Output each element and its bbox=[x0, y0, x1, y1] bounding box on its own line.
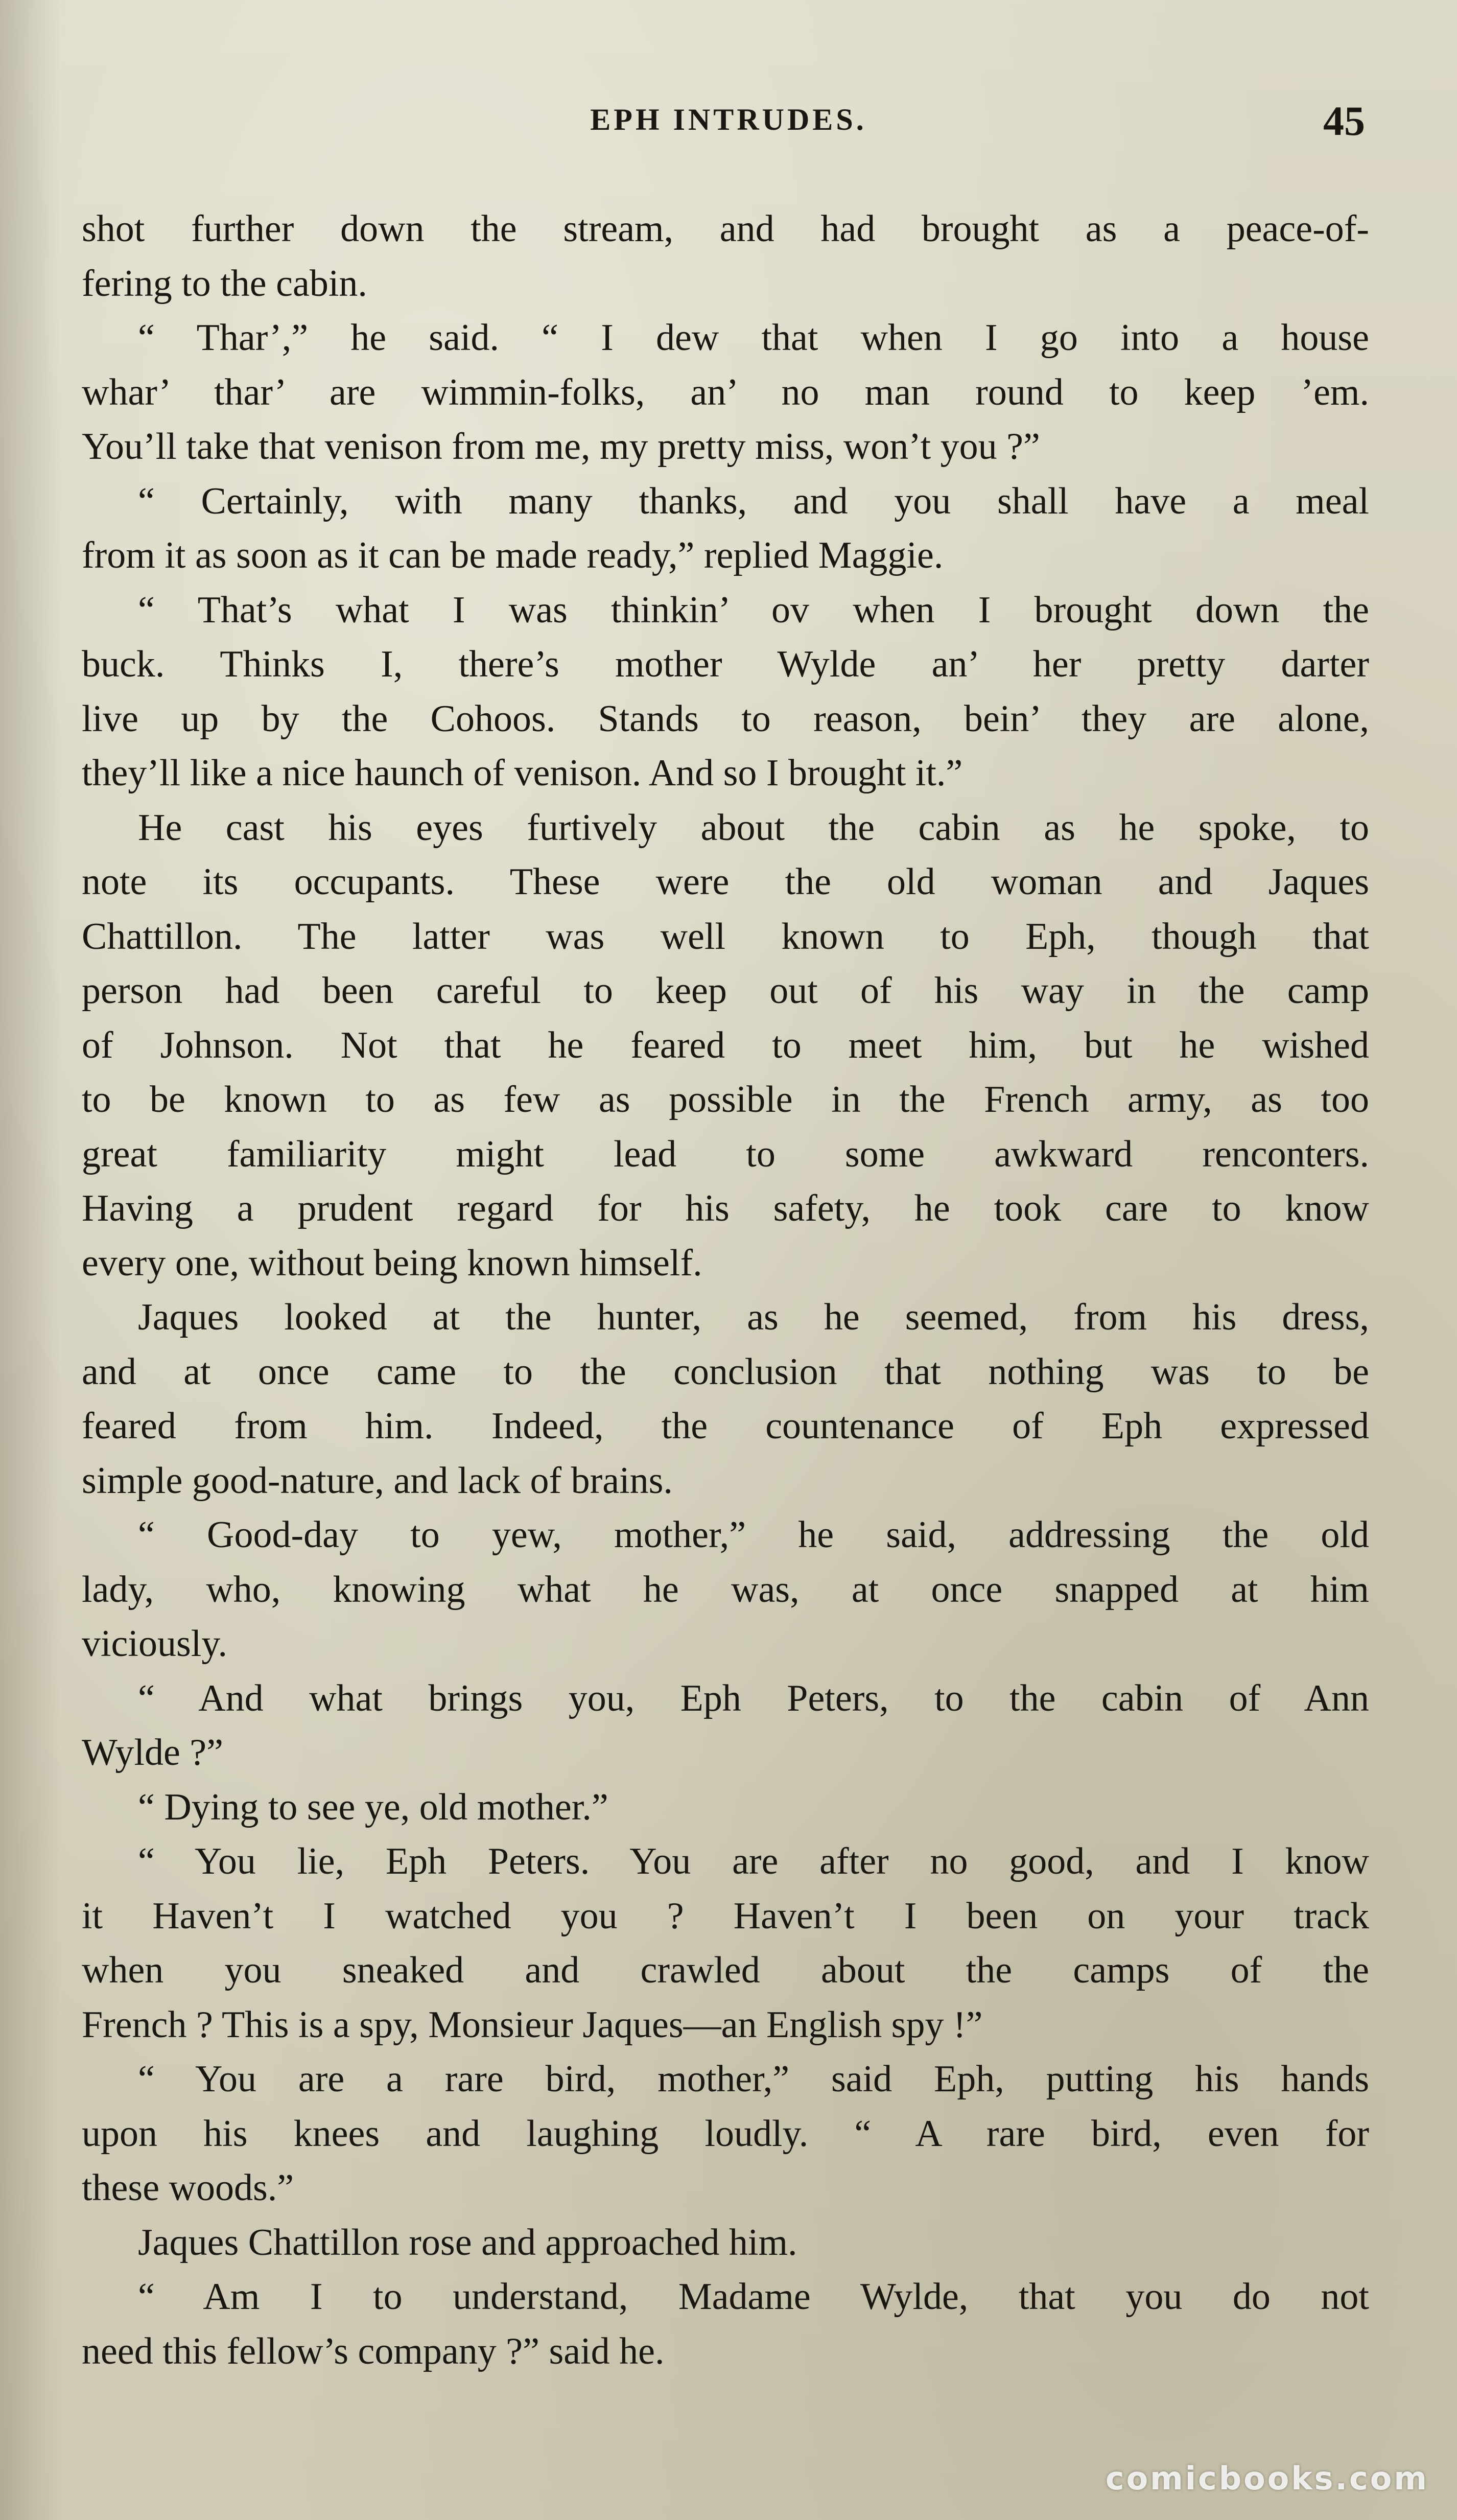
text-line: “ You are a rare bird, mother,” said Eph, putting his hands bbox=[138, 2058, 1369, 2100]
text-line: “ Am I to understand, Madame Wylde, that you do not bbox=[138, 2276, 1369, 2318]
text-line: You’ll take that venison from me, my pretty miss, won’t you ?” bbox=[82, 426, 1040, 468]
text-line: need this fellow’s company ?” said he. bbox=[82, 2330, 665, 2372]
running-title: EPH INTRUDES. bbox=[590, 103, 867, 136]
text-line: whar’ thar’ are wimmin-folks, an’ no man round to keep ’em. bbox=[82, 371, 1369, 413]
text-line: note its occupants. These were the old woman and Jaques bbox=[82, 861, 1369, 903]
text-line: “ Dying to see ye, old mother.” bbox=[138, 1786, 608, 1828]
text-line: shot further down the stream, and had brought as a peace-of- bbox=[82, 208, 1369, 250]
page-edge-shadow bbox=[0, 0, 61, 2520]
text-line: Jaques Chattillon rose and approached him. bbox=[138, 2221, 797, 2264]
text-line: “ Thar’,” he said. “ I dew that when I go into a house bbox=[138, 317, 1369, 359]
text-line: when you sneaked and crawled about the camps of the bbox=[82, 1949, 1369, 1991]
text-line: live up by the Cohoos. Stands to reason, bein’ they are alone, bbox=[82, 697, 1369, 740]
text-line: simple good-nature, and lack of brains. bbox=[82, 1459, 673, 1502]
text-line: these woods.” bbox=[82, 2167, 294, 2209]
text-line: Having a prudent regard for his safety, he took care to know bbox=[82, 1187, 1369, 1229]
running-header bbox=[0, 98, 1457, 148]
text-line: “ You lie, Eph Peters. You are after no good, and I know bbox=[138, 1840, 1369, 1882]
text-line: fering to the cabin. bbox=[82, 262, 367, 305]
text-line: “ Certainly, with many thanks, and you shall have a meal bbox=[138, 480, 1369, 522]
text-line: Wylde ?” bbox=[82, 1732, 223, 1774]
text-line: of Johnson. Not that he feared to meet him, but he wished bbox=[82, 1024, 1369, 1066]
text-line: from it as soon as it can be made ready,” replied Maggie. bbox=[82, 534, 944, 576]
text-line: “ That’s what I was thinkin’ ov when I brought down the bbox=[138, 589, 1369, 631]
text-line: they’ll like a nice haunch of venison. And so I brought it.” bbox=[82, 752, 963, 794]
text-line: every one, without being known himself. bbox=[82, 1242, 702, 1284]
text-line: French ? This is a spy, Monsieur Jaques—an English spy !” bbox=[82, 2003, 983, 2046]
text-line: He cast his eyes furtively about the cabin as he spoke, to bbox=[138, 806, 1369, 849]
text-line: viciously. bbox=[82, 1623, 228, 1665]
watermark-logo: comicbooks.com bbox=[1105, 2460, 1429, 2497]
text-line: Jaques looked at the hunter, as he seemed, from his dress, bbox=[138, 1296, 1369, 1338]
text-line: “ And what brings you, Eph Peters, to the cabin of Ann bbox=[138, 1677, 1369, 1719]
text-line: it Haven’t I watched you ? Haven’t I been on your track bbox=[82, 1895, 1369, 1937]
text-line: great familiarity might lead to some awkward renconters. bbox=[82, 1133, 1369, 1175]
body-text bbox=[82, 202, 1369, 2378]
text-line: buck. Thinks I, there’s mother Wylde an’ her pretty darter bbox=[82, 643, 1369, 685]
text-line: feared from him. Indeed, the countenance of Eph expressed bbox=[82, 1405, 1369, 1447]
text-line: Chattillon. The latter was well known to Eph, though that bbox=[82, 915, 1369, 958]
text-line: person had been careful to keep out of his way in the camp bbox=[82, 970, 1369, 1012]
text-line: upon his knees and laughing loudly. “ A rare bird, even for bbox=[82, 2112, 1369, 2155]
text-line: to be known to as few as possible in the French army, as too bbox=[82, 1079, 1369, 1121]
page-number: 45 bbox=[1323, 98, 1365, 144]
text-line: lady, who, knowing what he was, at once snapped at him bbox=[82, 1568, 1369, 1611]
text-line: “ Good-day to yew, mother,” he said, addressing the old bbox=[138, 1514, 1369, 1556]
text-line: and at once came to the conclusion that nothing was to be bbox=[82, 1350, 1369, 1393]
